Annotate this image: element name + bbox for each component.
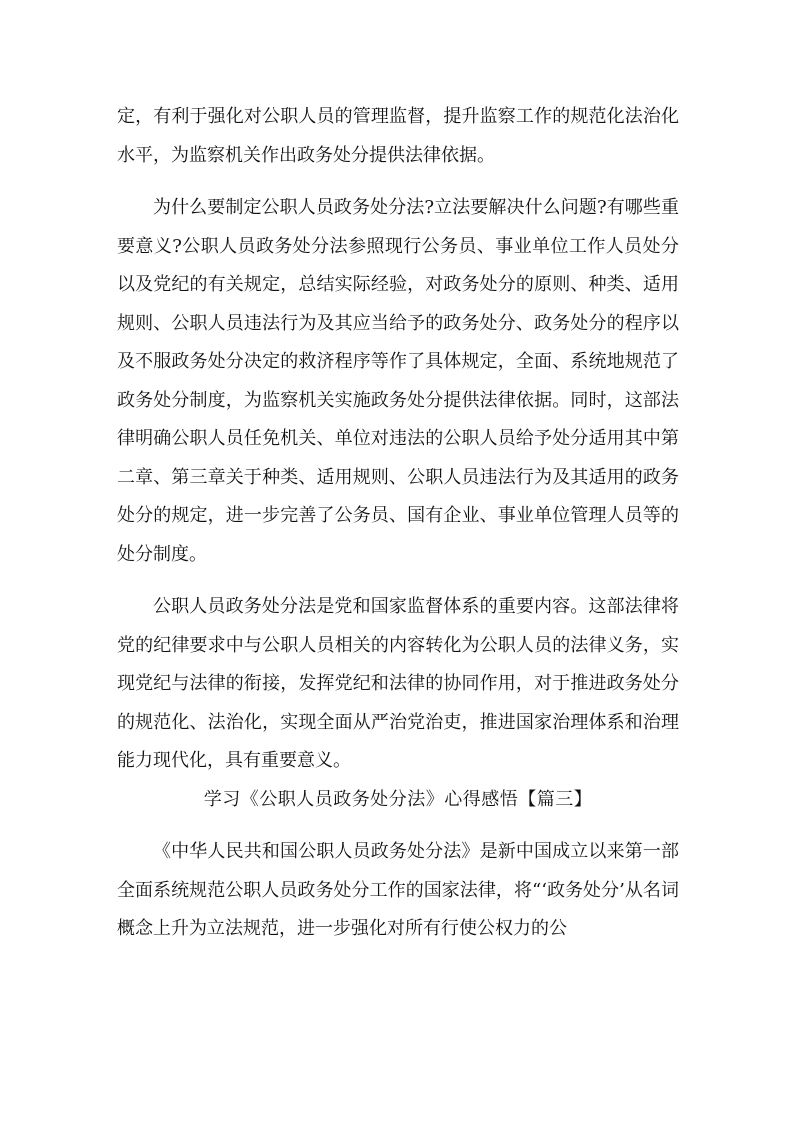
paragraph-continuation: 定，有利于强化对公职人员的管理监督，提升监察工作的规范化法治化水平，为监察机关作出政务处分提供法律依据。	[117, 106, 679, 166]
paragraph-supervision-system: 公职人员政务处分法是党和国家监督体系的重要内容。这部法律将党的纪律要求中与公职人员相关的内容转化为公职人员的法律义务，实现党纪与法律的衔接，发挥党纪和法律的协同作用，对于推进政务处分的规范化、法治化，实现全面从严治党治吏，推进国家治理体系和治理能力现代化，具有重要意义。	[117, 596, 679, 771]
document-body	[117, 98, 679, 949]
paragraph-gap	[117, 574, 679, 588]
paragraph-gap	[117, 819, 679, 833]
paragraph-law-introduction: 《中华人民共和国公职人员政务处分法》是新中国成立以来第一部全面系统规范公职人员政务处分工作的国家法律，将“‘政务处分’从名词概念上升为立法规范，进一步强化对所有行使公权力的公	[117, 841, 679, 939]
paragraph-why-formulate: 为什么要制定公职人员政务处分法?立法要解决什么问题?有哪些重要意义?公职人员政务处分法参照现行公务员、事业单位工作人员处分以及党纪的有关规定，总结实际经验，对政务处分的原则、种类、适用规则、公职人员违法行为及其应当给予的政务处分、政务处分的程序以及不服政务处分决定的救济程序等作了具体规定，全面、系统地规范了政务处分制度，为监察机关实施政务处分提供法律依据。同时，这部法律明确公职人员任免机关、单位对违法的公职人员给予处分适用其中第二章、第三章关于种类、适用规则、公职人员违法行为及其适用的政务处分的规定，进一步完善了公务员、国有企业、事业单位管理人员等的处分制度。	[117, 197, 679, 565]
section-heading: 学习《公职人员政务处分法》心得感悟【篇三】	[203, 788, 593, 810]
paragraph-gap	[117, 175, 679, 189]
